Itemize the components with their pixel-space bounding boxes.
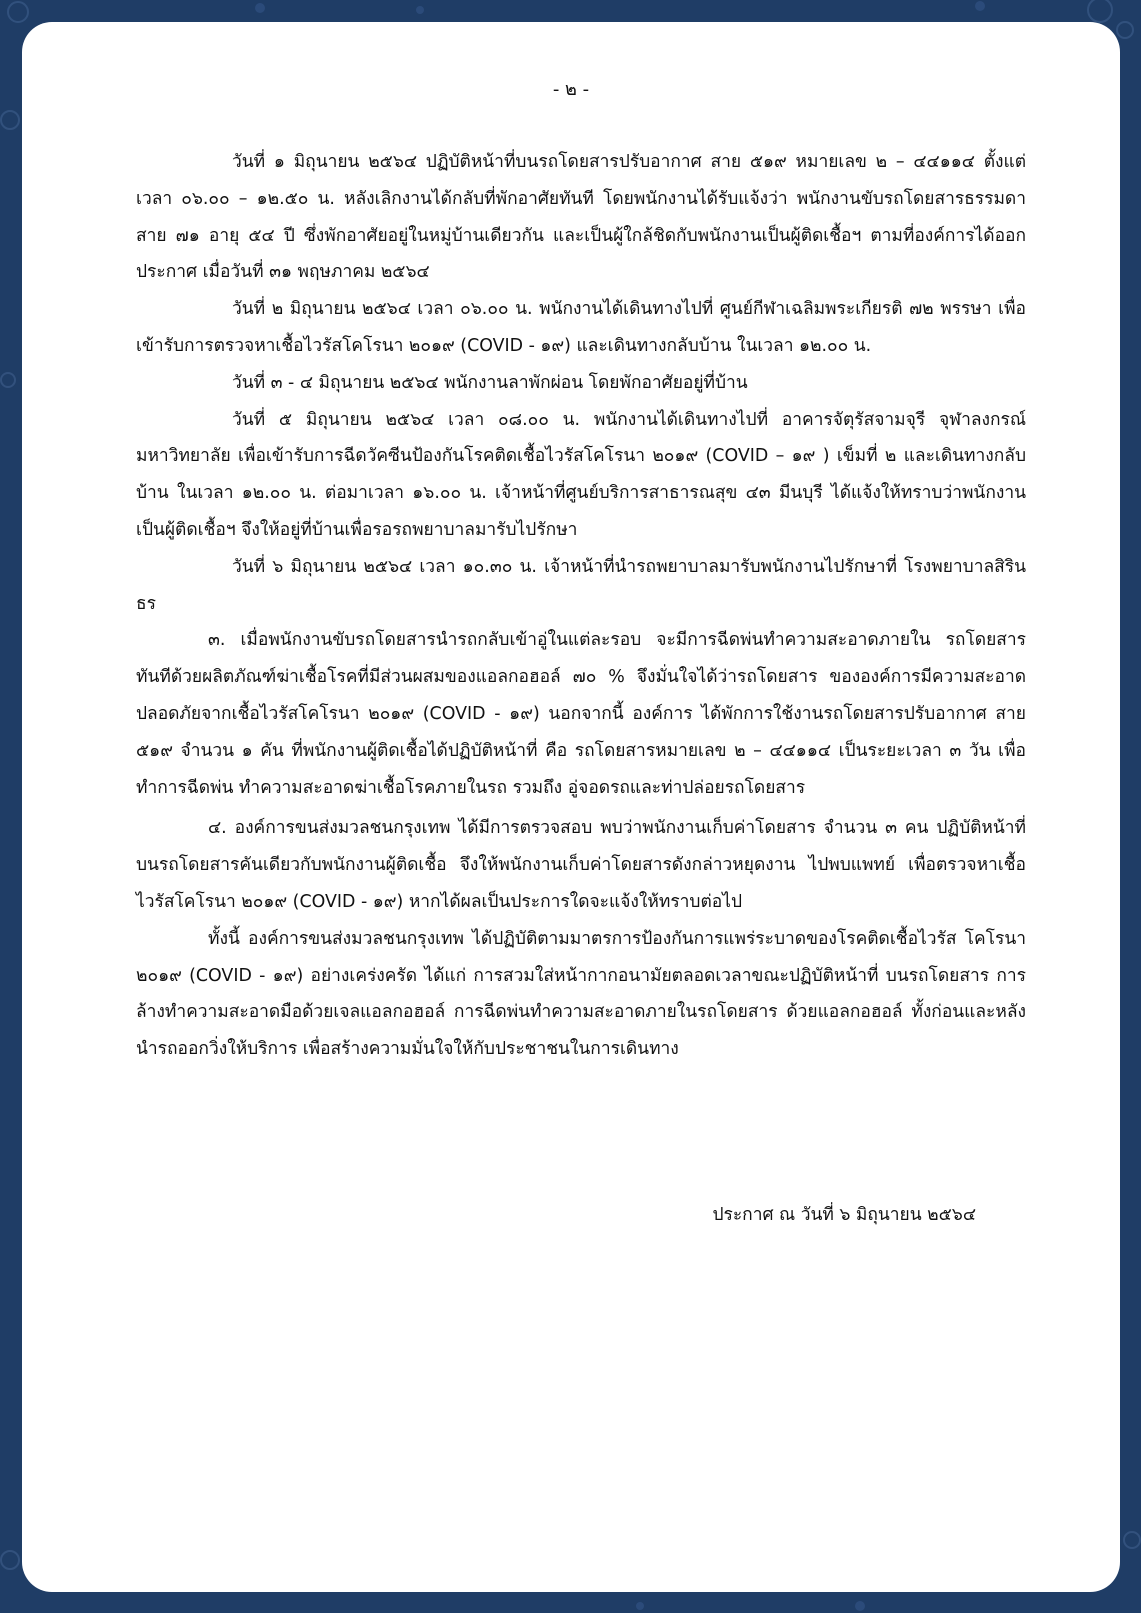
paragraph-measures: ทั้งนี้ องค์การขนส่งมวลชนกรุงเทพ ได้ปฏิบัติตามมาตรการป้องกันการแพร่ระบาดของโรคติดเชื้อไวรัส โคโรนา ๒๐๑๙ (COVID - ๑๙) อย่างเคร่งครัด ได้แก่ การสวมใส่หน้ากากอนามัยตลอดเวลาขณะปฏิบัติหน้าที่ บนรถโดยสาร การล้างทำความสะอาดมือด้วยเจลแอลกอฮอล์ การฉีดพ่นทำความสะอาดภายในรถโดยสาร ด้วยแอลกอฮอล์ ทั้งก่อนและหลังนำรถออกวิ่งให้บริการ เพื่อสร้างความมั่นใจให้กับประชาชนในการเดินทาง <box>136 928 1026 1060</box>
paragraph-june-6: วันที่ ๖ มิถุนายน ๒๕๖๔ เวลา ๑๐.๓๐ น. เจ้าหน้าที่นำรถพยาบาลมารับพนักงานไปรักษาที่ โรงพยาบาลสิรินธร <box>136 556 1026 614</box>
paragraph-item-3: ๓. เมื่อพนักงานขับรถโดยสารนำรถกลับเข้าอู่ในแต่ละรอบ จะมีการฉีดพ่นทำความสะอาดภายใน รถโดยสารทันทีด้วยผลิตภัณฑ์ฆ่าเชื้อโรคที่มีส่วนผสมของแอลกอฮอล์ ๗๐ % จึงมั่นใจได้ว่ารถโดยสาร ขององค์การมีความสะอาด ปลอดภัยจากเชื้อไวรัสโคโรนา ๒๐๑๙ (COVID - ๑๙) นอกจากนี้ องค์การ ได้พักการใช้งานรถโดยสารปรับอากาศ สาย ๕๑๙ จำนวน ๑ คัน ที่พนักงานผู้ติดเชื้อได้ปฏิบัติหน้าที่ คือ รถโดยสารหมายเลข ๒ – ๔๔๑๑๔ เป็นระยะเวลา ๓ วัน เพื่อทำการฉีดพ่น ทำความสะอาดฆ่าเชื้อโรคภายในรถ รวมถึง อู่จอดรถและท่าปล่อยรถโดยสาร <box>136 630 1026 798</box>
announcement-date: ประกาศ ณ วันที่ ๖ มิถุนายน ๒๕๖๔ <box>712 1205 976 1225</box>
paragraph-june-3-4: วันที่ ๓ - ๔ มิถุนายน ๒๕๖๔ พนักงานลาพักผ่อน โดยพักอาศัยอยู่ที่บ้าน <box>232 372 748 393</box>
paragraph-june-5: วันที่ ๕ มิถุนายน ๒๕๖๔ เวลา ๐๘.๐๐ น. พนักงานได้เดินทางไปที่ อาคารจัตุรัสจามจุรี จุฬาลงกรณ์มหาวิทยาลัย เพื่อเข้ารับการฉีดวัคซีนป้องกันโรคติดเชื้อไวรัสโคโรนา ๒๐๑๙ (COVID – ๑๙ ) เข็มที่ ๒ และเดินทางกลับบ้าน ในเวลา ๑๒.๐๐ น. ต่อมาเวลา ๑๖.๐๐ น. เจ้าหน้าที่ศูนย์บริการสาธารณสุข ๔๓ มีนบุรี ได้แจ้งให้ทราบว่าพนักงานเป็นผู้ติดเชื้อฯ จึงให้อยู่ที่บ้านเพื่อรอรถพยาบาลมารับไปรักษา <box>136 409 1026 540</box>
document-body <box>136 144 1026 1068</box>
paragraph-june-2: วันที่ ๒ มิถุนายน ๒๕๖๔ เวลา ๐๖.๐๐ น. พนักงานได้เดินทางไปที่ ศูนย์กีฬาเฉลิมพระเกียรติ ๗๒ พรรษา เพื่อเข้ารับการตรวจหาเชื้อไวรัสโคโรนา ๒๐๑๙ (COVID - ๑๙) และเดินทางกลับบ้าน ในเวลา ๑๒.๐๐ น. <box>136 299 1026 356</box>
paragraph-item-4: ๔. องค์การขนส่งมวลชนกรุงเทพ ได้มีการตรวจสอบ พบว่าพนักงานเก็บค่าโดยสาร จำนวน ๓ คน ปฏิบัติหน้าที่บนรถโดยสารคันเดียวกับพนักงานผู้ติดเชื้อ จึงให้พนักงานเก็บค่าโดยสารดังกล่าวหยุดงาน ไปพบแพทย์ เพื่อตรวจหาเชื้อไวรัสโคโรนา ๒๐๑๙ (COVID - ๑๙) หากได้ผลเป็นประการใดจะแจ้งให้ทราบต่อไป <box>136 818 1026 912</box>
paragraph-june-1: วันที่ ๑ มิถุนายน ๒๕๖๔ ปฏิบัติหน้าที่บนรถโดยสารปรับอากาศ สาย ๕๑๙ หมายเลข ๒ – ๔๔๑๑๔ ตั้งแต่เวลา ๐๖.๐๐ – ๑๒.๕๐ น. หลังเลิกงานได้กลับที่พักอาศัยทันที โดยพนักงานได้รับแจ้งว่า พนักงานขับรถโดยสารธรรมดา สาย ๗๑ อายุ ๕๔ ปี ซึ่งพักอาศัยอยู่ในหมู่บ้านเดียวกัน และเป็นผู้ใกล้ชิดกับพนักงานเป็นผู้ติดเชื้อฯ ตามที่องค์การได้ออกประกาศ เมื่อวันที่ ๓๑ พฤษภาคม ๒๕๖๔ <box>136 152 1026 283</box>
page-number: - ๒ - <box>552 79 590 100</box>
document-page <box>22 22 1120 1592</box>
